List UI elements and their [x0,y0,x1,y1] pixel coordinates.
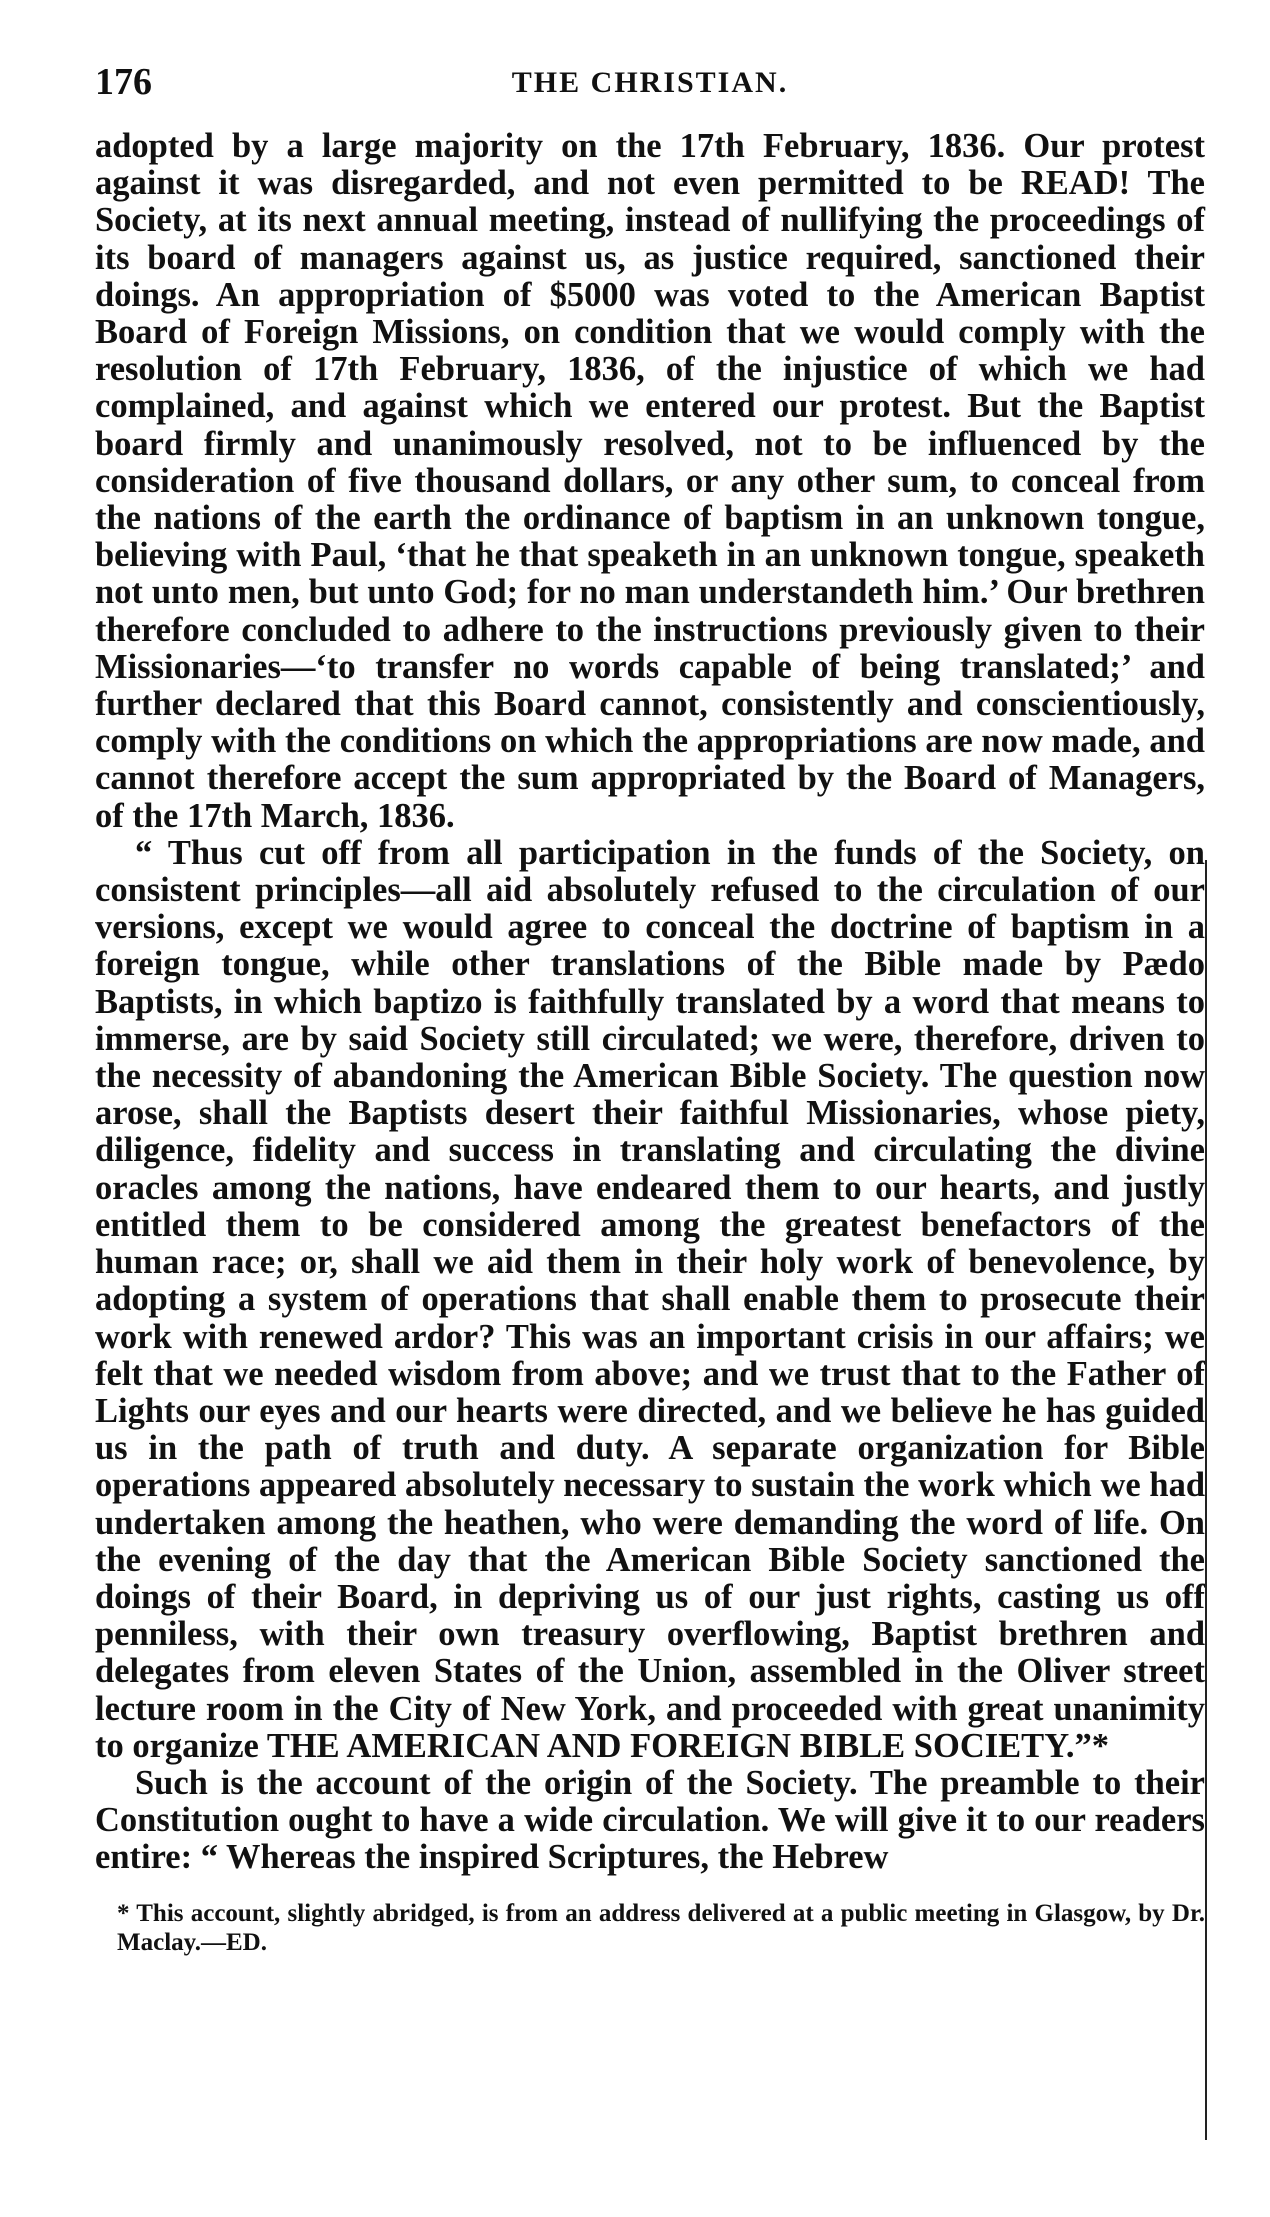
running-title: THE CHRISTIAN. [511,66,789,99]
page-number: 176 [95,61,152,103]
margin-rule [1205,860,1207,2140]
paragraph-3: Such is the account of the origin of the Society. The preamble to their Constitution ought to have a wide circulation. We will give it to our readers entire: “ Whereas the inspired Scriptures, the Hebrew [95,1763,1205,1877]
paragraph-2: “ Thus cut off from all participation in the funds of the Society, on consistent principles—all aid absolutely refused to the circulation of our versions, except we would agree to conceal the doctrine of baptism in a foreign tongue, while other translations of the Bible made by Pædo Baptists, in which baptizo is faithfully translated by a word that means to immerse, are by said Society still circulated; we were, therefore, driven to the necessity of abandoning the American Bible Society. The question now arose, shall the Baptists desert their faithful Missionaries, whose piety, diligence, fidelity and success in translating and circulating the divine oracles among the nations, have endeared them to our hearts, and justly entitled them to be considered among the greatest benefactors of the human race; or, shall we aid them in their holy work of benevolence, by adopting a system of operations that shall enable them to prosecute their work with renewed ardor? This was an important crisis in our affairs; we felt that we needed wisdom from above; and we trust that to the Father of Lights our eyes and our hearts were directed, and we believe he has guided us in the path of truth and duty. A separate organization for Bible operations appeared absolutely necessary to sustain the work which we had undertaken among the heathen, who were demanding the word of life. On the evening of the day that the American Bible Society sanctioned the doings of their Board, in depriving us of our just rights, casting us off penniless, with their own treasury overflowing, Baptist brethren and delegates from eleven States of the Union, assembled in the Oliver street lecture room in the City of New York, and proceeded with great unanimity to organize THE AMERICAN AND FOREIGN BIBLE SOCIETY.”* [95,833,1205,1765]
footnote: * This account, slightly abridged, is from an address delivered at a public meeting in Glasgow, by Dr. Maclay.—ED. [117,1899,1205,1956]
book-page [95,60,1205,1957]
body-text [95,128,1205,1877]
page-header [95,60,1205,120]
paragraph-1: adopted by a large majority on the 17th February, 1836. Our protest against it was disregarded, and not even permitted to be READ! The Society, at its next annual meeting, instead of nullifying the proceedings of its board of managers against us, as justice required, sanctioned their doings. An appropriation of $5000 was voted to the American Baptist Board of Foreign Missions, on condition that we would comply with the resolution of 17th February, 1836, of the injustice of which we had complained, and against which we entered our protest. But the Baptist board firmly and unanimously resolved, not to be influenced by the consideration of five thousand dollars, or any other sum, to conceal from the nations of the earth the ordinance of baptism in an unknown tongue, believing with Paul, ‘that he that speaketh in an unknown tongue, speaketh not unto men, but unto God; for no man understandeth him.’ Our brethren therefore concluded to adhere to the instructions previously given to their Missionaries—‘to transfer no words capable of being translated;’ and further declared that this Board cannot, consistently and conscientiously, comply with the conditions on which the appropriations are now made, and cannot therefore accept the sum appropriated by the Board of Managers, of the 17th March, 1836. [95,127,1205,835]
